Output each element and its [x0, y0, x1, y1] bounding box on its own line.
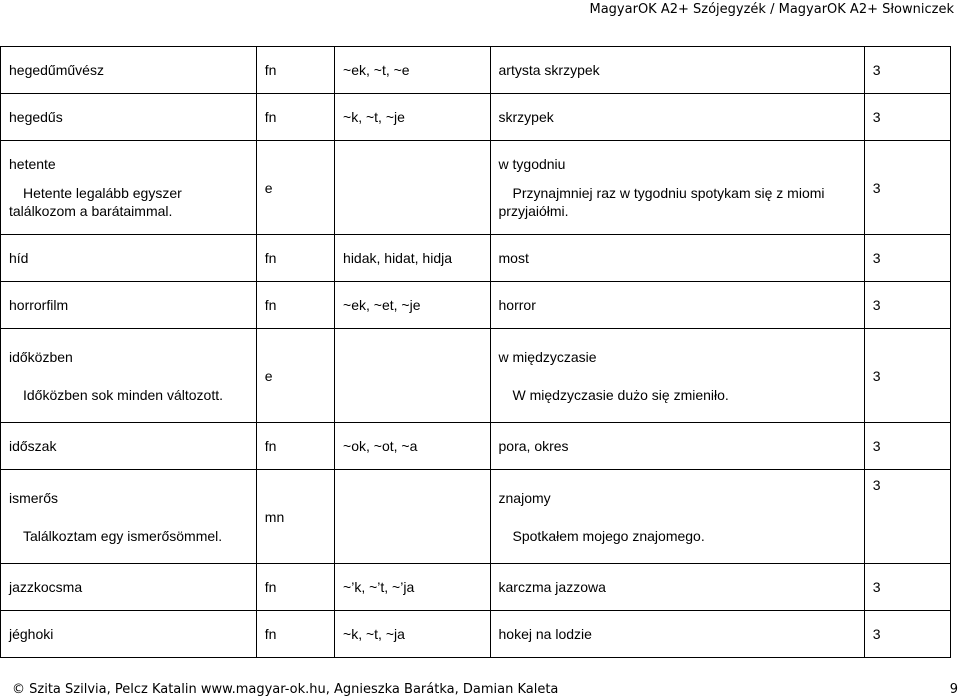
word-cell: horrorfilm: [1, 282, 257, 329]
headword: időközben: [9, 348, 73, 365]
headword-translation: w międzyczasie: [498, 348, 597, 365]
translation-cell: karczma jazzowa: [490, 564, 864, 611]
forms-cell: [335, 141, 490, 235]
page-footer: [12, 681, 958, 699]
table-row: [1, 282, 951, 329]
table-row: [1, 47, 951, 94]
headword-translation: w tygodniu: [498, 156, 566, 172]
level-cell: 3: [864, 47, 950, 94]
pos-cell: e: [256, 141, 334, 235]
word-cell: híd: [1, 235, 257, 282]
forms-cell: [335, 470, 490, 564]
pos-cell: fn: [256, 564, 334, 611]
level-cell: 3: [864, 564, 950, 611]
level-cell: 3: [864, 329, 950, 423]
word-cell: hegedűművész: [1, 47, 257, 94]
pos-cell: fn: [256, 47, 334, 94]
level-cell: 3: [864, 423, 950, 470]
word-cell: [1, 141, 257, 235]
forms-cell: ~k, ~t, ~je: [335, 94, 490, 141]
table-row: [1, 94, 951, 141]
forms-cell: ~’k, ~’t, ~’ja: [335, 564, 490, 611]
translation-cell: [490, 470, 864, 564]
translation-cell: most: [490, 235, 864, 282]
word-cell: jazzkocsma: [1, 564, 257, 611]
forms-cell: hidak, hidat, hidja: [335, 235, 490, 282]
table-row: [1, 235, 951, 282]
pos-cell: fn: [256, 94, 334, 141]
table-row: [1, 611, 951, 658]
translation-cell: [490, 141, 864, 235]
table-row: [1, 329, 951, 423]
table-row: [1, 423, 951, 470]
level-cell: 3: [864, 611, 950, 658]
example-translation: Przynajmniej raz w tygodniu spotykam się z miomi przyjaiółmi.: [498, 185, 825, 219]
translation-cell: pora, okres: [490, 423, 864, 470]
word-cell: jéghoki: [1, 611, 257, 658]
translation-cell: skrzypek: [490, 94, 864, 141]
table-row: [1, 141, 951, 235]
pos-cell: fn: [256, 611, 334, 658]
forms-cell: ~ek, ~t, ~e: [335, 47, 490, 94]
example-translation: Spotkałem mojego znajomego.: [512, 527, 705, 544]
headword: ismerős: [9, 489, 59, 506]
example-sentence: Időközben sok minden változott.: [23, 386, 224, 403]
translation-cell: hokej na lodzie: [490, 611, 864, 658]
example-sentence: Hetente legalább egyszer találkozom a barátaimmal.: [9, 185, 182, 219]
level-cell: 3: [864, 235, 950, 282]
table-row: [1, 470, 951, 564]
vocabulary-table: [0, 46, 951, 658]
word-cell: [1, 329, 257, 423]
table-row: [1, 564, 951, 611]
example-sentence: Találkoztam egy ismerősömmel.: [23, 527, 223, 544]
translation-cell: artysta skrzypek: [490, 47, 864, 94]
word-cell: hegedűs: [1, 94, 257, 141]
word-cell: [1, 470, 257, 564]
forms-cell: ~ok, ~ot, ~a: [335, 423, 490, 470]
pos-cell: e: [256, 329, 334, 423]
word-cell: időszak: [1, 423, 257, 470]
level-cell: 3: [864, 94, 950, 141]
copyright-text: © Szita Szilvia, Pelcz Katalin www.magyar-ok.hu, Agnieszka Barátka, Damian Kaleta: [12, 682, 559, 697]
forms-cell: ~ek, ~et, ~je: [335, 282, 490, 329]
headword-translation: znajomy: [498, 489, 551, 506]
level-cell: 3: [864, 470, 950, 564]
forms-cell: [335, 329, 490, 423]
pos-cell: fn: [256, 282, 334, 329]
translation-cell: [490, 329, 864, 423]
pos-cell: mn: [256, 470, 334, 564]
translation-cell: horror: [490, 282, 864, 329]
pos-cell: fn: [256, 423, 334, 470]
example-translation: W międzyczasie dużo się zmieniło.: [512, 386, 729, 403]
level-cell: 3: [864, 282, 950, 329]
page-number: 9: [949, 682, 958, 697]
pos-cell: fn: [256, 235, 334, 282]
headword: hetente: [9, 156, 56, 172]
page-header: MagyarOK A2+ Szójegyzék / MagyarOK A2+ Słowniczek: [589, 2, 954, 17]
forms-cell: ~k, ~t, ~ja: [335, 611, 490, 658]
level-cell: 3: [864, 141, 950, 235]
